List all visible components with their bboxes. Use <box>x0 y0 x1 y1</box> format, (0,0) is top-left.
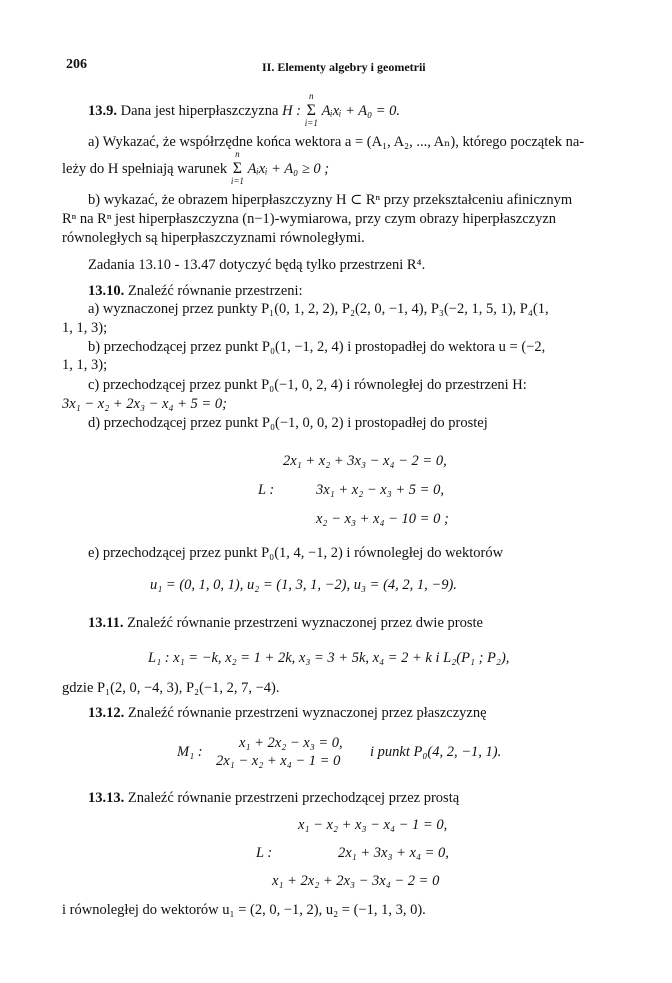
problem-13-11-intro <box>88 614 483 632</box>
line-L-equation-2: 2x₁ + 3x₃ + x₄ = 0, <box>338 845 449 861</box>
point-P0: i punkt P₀(4, 2, −1, 1). <box>370 744 502 760</box>
inequality-expression: Aᵢxᵢ + A₀ ≥ 0 ; <box>247 161 330 177</box>
problem-number: 13.13. <box>88 790 125 806</box>
scope-note: Zadania 13.10 - 13.47 dotyczyć będą tylko przestrzeni R⁴. <box>88 257 426 273</box>
line-L-equation-1: 2x₁ + x₂ + 3x₃ − x₄ − 2 = 0, <box>283 453 447 469</box>
problem-13-10-c-line1: c) przechodzącej przez punkt P₀(−1, 0, 2, 4) i równoległej do przestrzeni H: <box>88 377 527 393</box>
line-L-equation-2: 3x₁ + x₂ − x₃ + 5 = 0, <box>316 482 444 498</box>
hyperplane-label: H : <box>282 103 301 119</box>
sum-symbol: Σ n i=1 <box>304 91 318 128</box>
problem-13-10-c-line2: 3x₁ − x₂ + 2x₃ − x₄ + 5 = 0; <box>62 396 227 412</box>
running-title: II. Elementy algebry i geometrii <box>262 60 426 74</box>
problem-13-10-intro <box>88 282 303 300</box>
problem-text: Znaleźć równanie przestrzeni wyznaczonej przez dwie proste <box>127 615 483 631</box>
problem-text: Dana jest hiperpłaszczyzna <box>120 103 279 119</box>
problem-13-10-b-line2: 1, 1, 3); <box>62 357 108 373</box>
problem-13-9-b-line2: Rⁿ na Rⁿ jest hiperpłaszczyzna (n−1)-wymiarowa, przy czym obrazy hiperpłaszczyzn <box>62 211 556 227</box>
problem-number: 13.10. <box>88 283 125 299</box>
line-L-label: L : <box>258 482 275 498</box>
page-number: 206 <box>66 57 87 72</box>
problem-13-9-b-line1: b) wykazać, że obrazem hiperpłaszczyzny H ⊂ Rⁿ przy przekształceniu afinicznym <box>88 192 573 208</box>
problem-13-10-a-line2: 1, 1, 3); <box>62 320 108 336</box>
problem-text: Znaleźć równanie przestrzeni przechodzącej przez prostą <box>127 790 460 806</box>
sum-upper-limit: n <box>235 149 240 159</box>
problem-13-10-e-line1: e) przechodzącej przez punkt P₀(1, 4, −1, 2) i równoległej do wektorów <box>88 545 504 561</box>
problem-text: Znaleźć równanie przestrzeni wyznaczonej przez płaszczyznę <box>127 705 487 721</box>
plane-M1-equation-1: x₁ + 2x₂ − x₃ = 0, <box>239 735 343 751</box>
line-L-equation-3: x₁ + 2x₂ + 2x₃ − 3x₄ − 2 = 0 <box>272 873 440 889</box>
lines-L1-L2: L₁ : x₁ = −k, x₂ = 1 + 2k, x₃ = 3 + 5k, x₄ = 2 + k i L₂(P₁ ; P₂), <box>148 650 510 666</box>
problem-13-9-a-line1: a) Wykazać, że współrzędne końca wektora a = (A₁, A₂, ..., Aₙ), którego początek na- <box>88 134 585 150</box>
line-L-equation-3: x₂ − x₃ + x₄ − 10 = 0 ; <box>316 511 449 527</box>
problem-13-10-a-line1: a) wyznaczonej przez punkty P₁(0, 1, 2, 2), P₂(2, 0, −1, 4), P₃(−2, 1, 5, 1), P₄(1, <box>88 301 549 317</box>
problem-13-10-d-line1: d) przechodzącej przez punkt P₀(−1, 0, 0, 2) i prostopadłej do prostej <box>88 415 488 431</box>
problem-number: 13.12. <box>88 705 125 721</box>
problem-number: 13.9. <box>88 103 117 119</box>
sum-lower-limit: i=1 <box>304 118 318 128</box>
sum-upper-limit: n <box>309 91 314 101</box>
problem-13-10-vectors: u₁ = (0, 1, 0, 1), u₂ = (1, 3, 1, −2), u₃ = (4, 2, 1, −9). <box>150 577 457 593</box>
problem-13-9-intro <box>88 91 401 128</box>
problem-13-12-intro <box>88 704 487 722</box>
problem-text: Znaleźć równanie przestrzeni: <box>127 283 303 299</box>
plane-M1-equation-2: 2x₁ − x₂ + x₄ − 1 = 0 <box>216 753 341 769</box>
plane-M1-label: M₁ : <box>177 744 203 760</box>
line-L-label: L : <box>256 845 273 861</box>
sum-symbol: Σ n i=1 <box>230 149 244 186</box>
problem-13-13-intro <box>88 789 459 807</box>
problem-13-9-a-line2 <box>62 149 330 186</box>
line-L-equation-1: x₁ − x₂ + x₃ − x₄ − 1 = 0, <box>298 817 448 833</box>
problem-13-9-b-line3: równoległych są hiperpłaszczyznami równoległymi. <box>62 230 365 246</box>
a-line2-text: leży do H spełniają warunek <box>62 161 228 177</box>
problem-13-13-last-line: i równoległej do wektorów u₁ = (2, 0, −1, 2), u₂ = (−1, 1, 3, 0). <box>62 902 426 918</box>
problem-13-10-b-line1: b) przechodzącej przez punkt P₀(1, −1, 2, 4) i prostopadłej do wektora u = (−2, <box>88 339 546 355</box>
problem-13-11-where: gdzie P₁(2, 0, −4, 3), P₂(−1, 2, 7, −4). <box>62 680 280 696</box>
sum-expression: Aᵢxᵢ + A₀ = 0. <box>321 103 401 119</box>
sum-lower-limit: i=1 <box>230 176 244 186</box>
problem-number: 13.11. <box>88 615 124 631</box>
